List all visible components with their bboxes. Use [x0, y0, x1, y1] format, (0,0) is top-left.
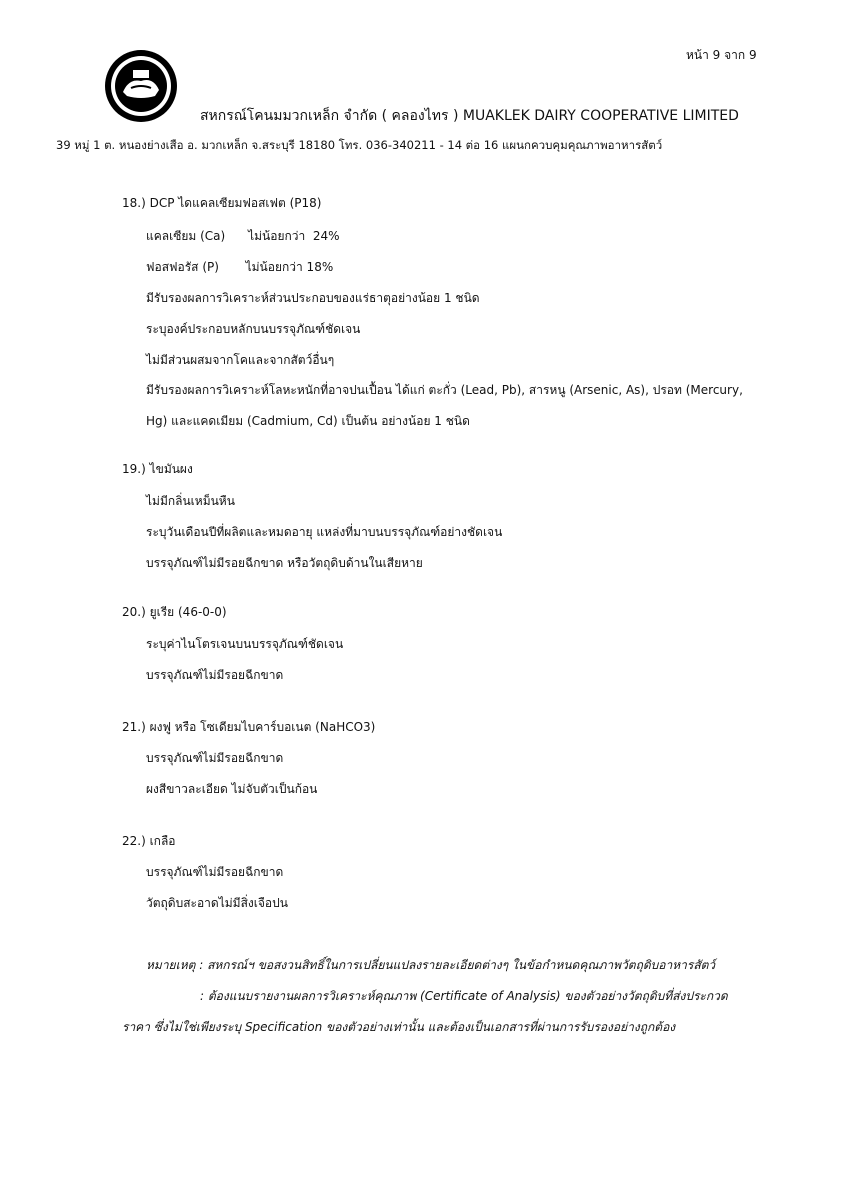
list-item: บรรจุภัณฑ์ไม่มีรอยฉีกขาด: [146, 668, 284, 682]
list-item: ฟอสฟอรัส (P) ไม่น้อยกว่า 18%: [146, 260, 334, 274]
organization-name: สหกรณ์โคนมมวกเหล็ก จำกัด ( คลองไทร ) MUAKLEK DAIRY COOPERATIVE LIMITED: [200, 108, 739, 124]
list-item: Hg) และแคดเมียม (Cadmium, Cd) เป็นต้น อย่างน้อย 1 ชนิด: [146, 414, 470, 428]
list-item: บรรจุภัณฑ์ไม่มีรอยฉีกขาด หรือวัตถุดิบด้านในเสียหาย: [146, 556, 423, 570]
list-item: วัตถุดิบสะอาดไม่มีสิ่งเจือปน: [146, 896, 288, 910]
list-item: ระบุค่าไนโตรเจนบนบรรจุภัณฑ์ชัดเจน: [146, 637, 344, 651]
list-item: ผงสีขาวละเอียด ไม่จับตัวเป็นก้อน: [146, 782, 318, 796]
note-line: หมายเหตุ : สหกรณ์ฯ ขอสงวนสิทธิ์ในการเปลี่ยนแปลงรายละเอียดต่างๆ ในข้อกำหนดคุณภาพวัตถุดิบอาหารสัตว์: [146, 958, 716, 972]
note-line: : ต้องแนบรายงานผลการวิเคราะห์คุณภาพ (Certificate of Analysis) ของตัวอย่างวัตถุดิบที่ส่งประกวด: [200, 989, 728, 1003]
list-item: แคลเซียม (Ca) ไม่น้อยกว่า 24%: [146, 229, 340, 243]
section-title: 19.) ไขมันผง: [122, 462, 193, 476]
organization-address: 39 หมู่ 1 ต. หนองย่างเสือ อ. มวกเหล็ก จ.สระบุรี 18180 โทร. 036-340211 - 14 ต่อ 16 แผนกควบคุมคุณภาพอาหารสัตว์: [56, 138, 663, 152]
list-item: มีรับรองผลการวิเคราะห์ส่วนประกอบของแร่ธาตุอย่างน้อย 1 ชนิด: [146, 291, 480, 305]
note-line: ราคา ซึ่งไม่ใช่เพียงระบุ Specification ของตัวอย่างเท่านั้น และต้องเป็นเอกสารที่ผ่านการรับรองอย่างถูกต้อง: [122, 1020, 676, 1034]
list-item: ระบุองค์ประกอบหลักบนบรรจุภัณฑ์ชัดเจน: [146, 322, 361, 336]
list-item: มีรับรองผลการวิเคราะห์โลหะหนักที่อาจปนเปื้อน ได้แก่ ตะกั่ว (Lead, Pb), สารหนู (Arsenic, As), ปรอท (Mercury,: [146, 383, 743, 397]
section-title: 18.) DCP ไดแคลเซียมฟอสเฟต (P18): [122, 196, 322, 210]
list-item: ระบุวันเดือนปีที่ผลิตและหมดอายุ แหล่งที่มาบนบรรจุภัณฑ์อย่างชัดเจน: [146, 525, 503, 539]
list-item: บรรจุภัณฑ์ไม่มีรอยฉีกขาด: [146, 865, 284, 879]
section-title: 21.) ผงฟู หรือ โซเดียมไบคาร์บอเนต (NaHCO3): [122, 720, 376, 734]
list-item: ไม่มีกลิ่นเหม็นหืน: [146, 494, 235, 508]
page-number: หน้า 9 จาก 9: [686, 48, 757, 62]
section-title: 22.) เกลือ: [122, 834, 176, 848]
list-item: บรรจุภัณฑ์ไม่มีรอยฉีกขาด: [146, 751, 284, 765]
cooperative-seal-logo: [103, 48, 179, 124]
section-title: 20.) ยูเรีย (46-0-0): [122, 605, 227, 619]
list-item: ไม่มีส่วนผสมจากโคและจากสัตว์อื่นๆ: [146, 353, 335, 367]
